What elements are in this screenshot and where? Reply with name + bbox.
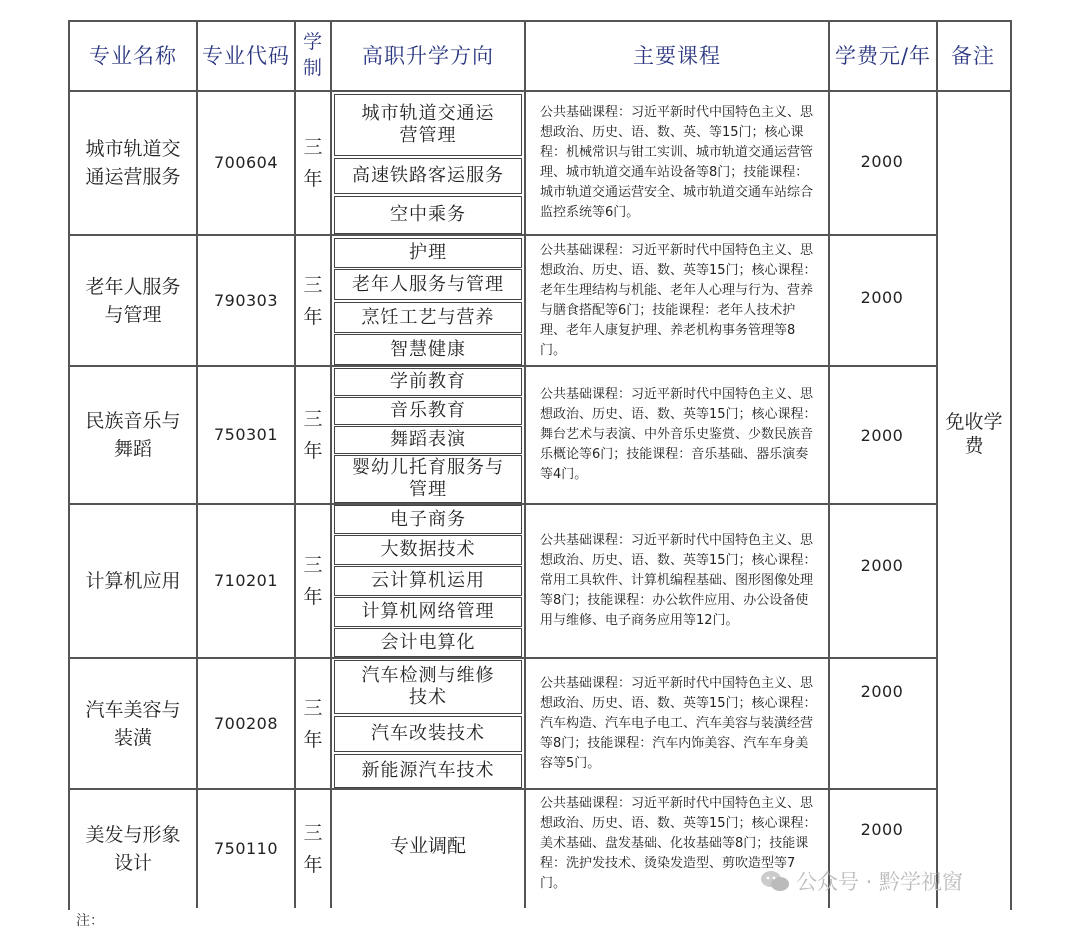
row-1-fee: 2000: [860, 152, 904, 171]
watermark: [760, 866, 963, 896]
row-2-name: 老年人服务与管理: [85, 275, 181, 326]
row-1-direction-1: 城市轨道交通运营管理: [334, 94, 522, 156]
header-name: 专业名称: [89, 44, 177, 68]
footnote: 注：: [76, 913, 104, 929]
row-6-years: 三年: [303, 822, 323, 876]
row-6-name: 美发与形象设计: [85, 824, 181, 874]
row-4-name: 计算机应用: [85, 570, 181, 592]
row-3-years: 三年: [303, 408, 323, 462]
header-remark: 备注: [951, 44, 995, 68]
row-3-fee: 2000: [860, 426, 904, 445]
row-5-direction-1: 汽车检测与维修技术: [334, 660, 522, 714]
row-3-direction-4: 婴幼儿托育服务与管理: [334, 455, 522, 503]
grid-line: [330, 20, 332, 908]
row-1-name: 城市轨道交通运营服务: [85, 138, 181, 188]
grid-line: [294, 20, 296, 908]
row-4-years: 三年: [303, 554, 323, 608]
grid-line: [936, 20, 938, 908]
header-courses: 主要课程: [633, 44, 721, 68]
row-4-direction-4: 计算机网络管理: [334, 597, 522, 627]
row-5-direction-2: 汽车改装技术: [334, 716, 522, 752]
row-4-direction-1: 电子商务: [334, 505, 522, 534]
row-5-name: 汽车美容与装潢: [85, 698, 181, 749]
row-4-direction-2: 大数据技术: [334, 535, 522, 565]
row-3-direction-3: 舞蹈表演: [334, 426, 522, 454]
row-5-years: 三年: [303, 696, 323, 751]
row-5-fee: 2000: [860, 682, 904, 701]
row-4-code: 710201: [213, 571, 279, 590]
row-2-direction-3: 烹饪工艺与营养: [334, 302, 522, 333]
row-2-direction-1: 护理: [334, 238, 522, 268]
row-4-direction-3: 云计算机运用: [334, 566, 522, 596]
row-6-fee: 2000: [860, 820, 904, 839]
header-fee: 学费元/年: [834, 44, 932, 68]
row-6-courses: 公共基础课程：习近平新时代中国特色主义、思想政治、历史、语、数、英等15门；核心课程：美术基础、盘发基础、化妆基础等8门；技能课程：洗护发技术、烫染发造型、剪吹造型等7门。: [540, 796, 817, 891]
row-1-courses: 公共基础课程：习近平新时代中国特色主义、思想政治、历史、语、数、英、等15门；核心课程：机械常识与钳工实训、城市轨道交通运营管理、城市轨道交通车站设备等8门；技能课程：城市轨道交通运营安全、城市轨道交通车站综合监控系统等6门。: [540, 105, 814, 220]
row-5-courses: 公共基础课程：习近平新时代中国特色主义、思想政治、历史、语、数、英等15门；核心课程：汽车构造、汽车电子电工、汽车美容与装潢经营等8门；技能课程：汽车内饰美容、汽车车身美容等5门。: [540, 675, 817, 771]
row-3-code: 750301: [213, 425, 279, 444]
row-2-years: 三年: [303, 273, 323, 328]
row-2-courses: 公共基础课程：习近平新时代中国特色主义、思想政治、历史、语、数、英等15门；核心课程：老年生理结构与机能、老年人心理与行为、营养与膳食搭配等6门；技能课程：老年人技术护理、老年人康复护理、养老机构事务管理等8门。: [540, 242, 817, 358]
row-3-courses: 公共基础课程：习近平新时代中国特色主义、思想政治、历史、语、数、英等15门；核心课程：舞台艺术与表演、中外音乐史鉴赏、少数民族音乐概论等6门；技能课程：音乐基础、器乐演奏等4门。: [540, 387, 817, 482]
row-1-direction-2: 高速铁路客运服务: [334, 158, 522, 194]
row-5-code: 700208: [213, 713, 279, 733]
row-3-direction-2: 音乐教育: [334, 397, 522, 425]
row-2-fee: 2000: [860, 288, 904, 307]
row-2-direction-4: 智慧健康: [334, 334, 522, 365]
row-2-code: 790303: [213, 290, 279, 310]
row-6-code: 750110: [213, 839, 279, 858]
row-1-direction-3: 空中乘务: [334, 196, 522, 234]
remark-free-tuition: 免收学费: [945, 411, 1003, 457]
row-2-direction-2: 老年人服务与管理: [334, 269, 522, 300]
wechat-icon: [760, 869, 790, 893]
grid-line: [524, 20, 526, 908]
header-direction: 高职升学方向: [362, 44, 494, 68]
header-code: 专业代码: [202, 44, 290, 68]
row-4-direction-5: 会计电算化: [334, 628, 522, 657]
row-3-direction-1: 学前教育: [334, 368, 522, 396]
row-4-courses: 公共基础课程：习近平新时代中国特色主义、思想政治、历史、语、数、英等15门；核心课程：常用工具软件、计算机编程基础、图形图像处理等8门；技能课程：办公软件应用、办公设备使用与维修、电子商务应用等12门。: [540, 533, 817, 628]
row-3-name: 民族音乐与舞蹈: [85, 410, 181, 460]
row-1-years: 三年: [303, 136, 323, 190]
row-1-code: 700604: [213, 153, 279, 172]
header-years: 学制: [303, 31, 324, 79]
row-6-direction-1: 专业调配: [389, 835, 466, 857]
row-4-fee: 2000: [860, 556, 904, 575]
row-5-direction-3: 新能源汽车技术: [334, 754, 522, 788]
watermark-text: 公众号 · 黔学视窗: [796, 870, 964, 894]
